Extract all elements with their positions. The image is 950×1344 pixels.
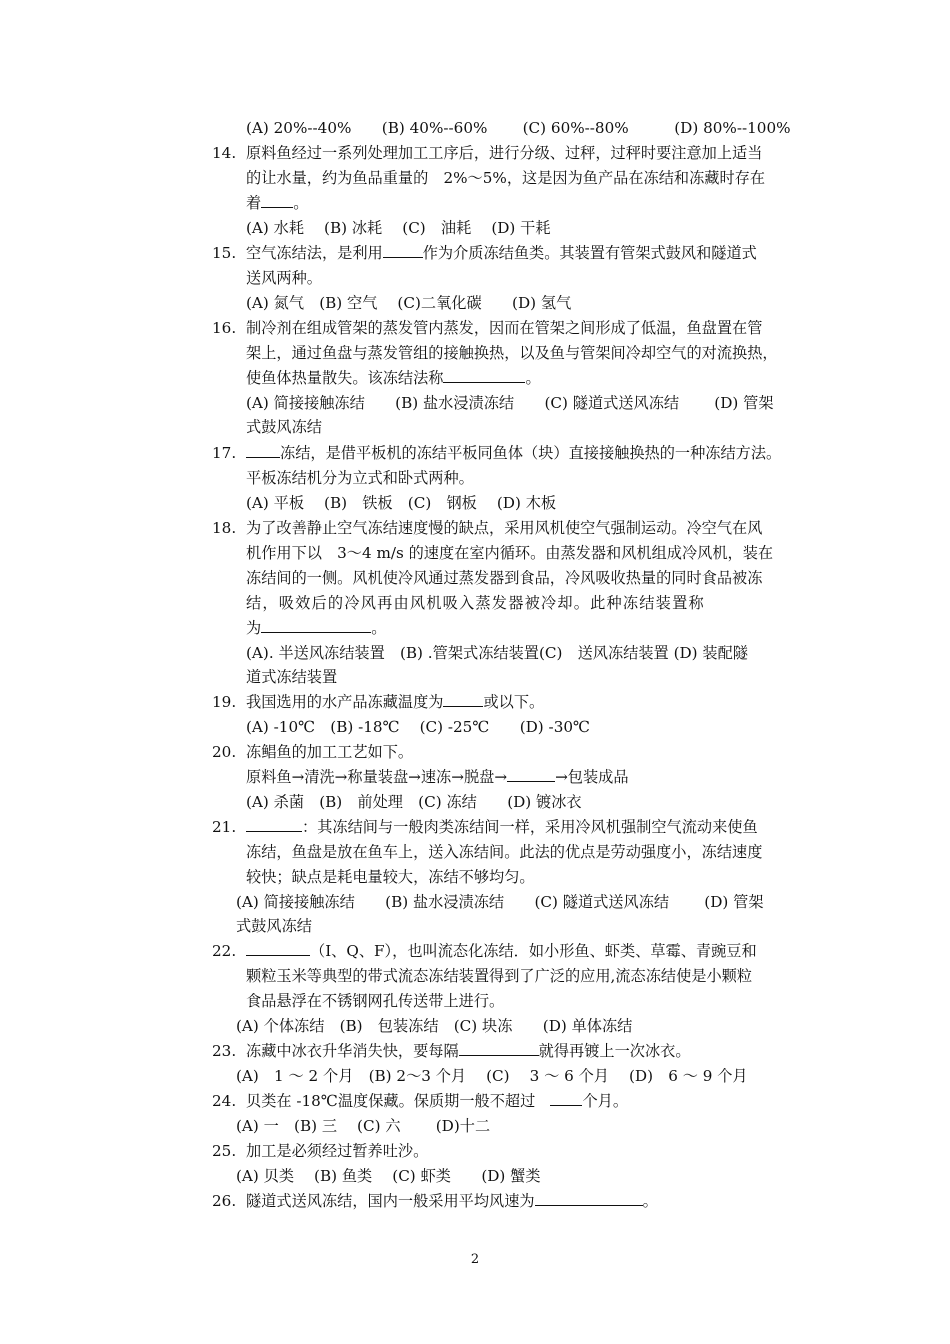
- answer-blank: [246, 443, 280, 458]
- q15-number: 15.: [212, 244, 237, 262]
- q20-line2-rest: →包装成品: [555, 768, 629, 786]
- q21-line3: 较快；缺点是耗电量较大，冻结不够均匀。: [246, 868, 535, 886]
- q14-line2: 的让水量，约为鱼品重量的 2%～5%，这是因为鱼产品在冻结和冻藏时存在: [246, 169, 766, 187]
- q25-number: 25.: [212, 1142, 237, 1160]
- answer-blank: [459, 1041, 539, 1056]
- q18-options-line1: (A). 半送风冻结装置 (B) .管架式冻结装置(C) 送风冻结装置 (D) 装配隧: [246, 644, 748, 662]
- answer-blank: [443, 692, 483, 707]
- answer-blank: [383, 243, 423, 258]
- q16-line1: 制冷剂在组成管架的蒸发管内蒸发，因而在管架之间形成了低温，鱼盘置在管: [246, 319, 763, 337]
- q17-line2: 平板冻结机分为立式和卧式两种。: [246, 469, 474, 487]
- q21-line1-rest: ：其冻结间与一般肉类冻结间一样，采用冷风机强制空气流动来使鱼: [302, 818, 758, 836]
- q18-options-line2: 道式冻结装置: [246, 668, 338, 686]
- q16-number: 16.: [212, 319, 237, 337]
- q23-line1: [246, 1040, 691, 1062]
- q18-line5-text: 为: [246, 619, 262, 637]
- answer-blank: [261, 618, 371, 633]
- q23-line1-rest: 就得再镀上一次冰衣。: [538, 1042, 691, 1060]
- q19-number: 19.: [212, 693, 237, 711]
- q20-line2-text: 原料鱼→清洗→称量装盘→速冻→脱盘→: [246, 768, 508, 786]
- q23-options: (A) 1 ～ 2 个月 (B) 2～3 个月 (C) 3 ～ 6 个月 (D) 6 ～ 9 个月: [236, 1067, 748, 1085]
- q22-line1-rest: （I、Q、F），也叫流态化冻结．如小形鱼、虾类、草霉、青豌豆和: [310, 942, 757, 960]
- q18-line5: [246, 617, 386, 639]
- q22-options: (A) 个体冻结 (B) 包装冻结 (C) 块冻 (D) 单体冻结: [236, 1017, 633, 1035]
- q14-line3-end: 。: [293, 194, 309, 212]
- q18-line3: 冻结间的一侧。风机使冷风通过蒸发器到食品，冷风吸收热量的同时食品被冻: [246, 569, 763, 587]
- q24-options: (A) 一 (B) 三 (C) 六 (D)十二: [236, 1117, 491, 1135]
- q16-options-line1: (A) 简接接触冻结 (B) 盐水浸渍冻结 (C) 隧道式送风冻结 (D) 管架: [246, 394, 774, 412]
- q21-line1: [246, 816, 758, 838]
- q15-line1-rest: 作为介质冻结鱼类。其装置有管架式鼓风和隧道式: [422, 244, 757, 262]
- q24-line1: [246, 1090, 628, 1112]
- q20-number: 20.: [212, 743, 237, 761]
- q21-line2: 冻结，鱼盘是放在鱼车上，送入冻结间。此法的优点是劳动强度小，冻结速度: [246, 843, 763, 861]
- answer-blank: [246, 817, 302, 832]
- q19-line1-text: 我国选用的水产品冻藏温度为: [246, 693, 444, 711]
- q23-number: 23.: [212, 1042, 237, 1060]
- q16-line3-text: 使鱼体热量散失。该冻结法称: [246, 369, 444, 387]
- q26-number: 26.: [212, 1192, 237, 1210]
- q16-line3-end: 。: [525, 369, 541, 387]
- answer-blank: [550, 1091, 582, 1106]
- q22-line3: 食品悬浮在不锈钢网孔传送带上进行。: [246, 992, 505, 1010]
- answer-blank: [507, 767, 555, 782]
- q16-options-line2: 式鼓风冻结: [246, 418, 322, 436]
- q14-number: 14.: [212, 144, 237, 162]
- q25-options: (A) 贝类 (B) 鱼类 (C) 虾类 (D) 蟹类: [236, 1167, 541, 1185]
- q18-line2: 机作用下以 3～4 m/s 的速度在室内循环。由蒸发器和风机组成冷风机，装在: [246, 544, 774, 562]
- q16-line2: 架上，通过鱼盘与蒸发管组的接触换热，以及鱼与管架间冷却空气的对流换热，: [246, 344, 778, 362]
- q16-line3: [246, 367, 541, 389]
- answer-blank: [443, 368, 525, 383]
- q21-options-line1: (A) 简接接触冻结 (B) 盐水浸渍冻结 (C) 隧道式送风冻结 (D) 管架: [236, 893, 764, 911]
- q15-options: (A) 氮气 (B) 空气 (C)二氧化碳 (D) 氢气: [246, 294, 572, 312]
- answer-blank: [535, 1191, 643, 1206]
- q22-line1: [246, 940, 757, 962]
- q17-line1: [246, 442, 781, 464]
- q22-number: 22.: [212, 942, 237, 960]
- q24-line1-rest: 个月。: [582, 1092, 629, 1110]
- q25-line1: 加工是必须经过暂养吐沙。: [246, 1142, 429, 1160]
- q14-line3: [246, 192, 308, 214]
- q21-number: 21.: [212, 818, 237, 836]
- q20-line2: [246, 766, 629, 788]
- q22-line2: 颗粒玉米等典型的带式流态冻结装置得到了广泛的应用,流态冻结使是小颗粒: [246, 967, 753, 985]
- q21-options-line2: 式鼓风冻结: [236, 917, 312, 935]
- q24-line1-text: 贝类在 -18℃温度保藏。保质期一般不超过: [246, 1092, 551, 1110]
- q15-line2: 送风两种。: [246, 269, 322, 287]
- q18-line4: 结，吸效后的冷风再由风机吸入蒸发器被冷却。此种冻结装置称: [246, 594, 705, 612]
- q26-line1-text: 隧道式送风冻结，国内一般采用平均风速为: [246, 1192, 535, 1210]
- q26-line1-end: 。: [642, 1192, 658, 1210]
- q19-options: (A) -10℃ (B) -18℃ (C) -25℃ (D) -30℃: [246, 718, 591, 736]
- q19-line1-rest: 或以下。: [483, 693, 545, 711]
- q14-line3-text: 着: [246, 194, 262, 212]
- q19-line1: [246, 691, 544, 713]
- q17-number: 17.: [212, 444, 237, 462]
- q13-options: (A) 20%--40% (B) 40%--60% (C) 60%--80% (D) 80%--100%: [246, 119, 791, 137]
- q18-line5-end: 。: [371, 619, 387, 637]
- q17-options: (A) 平板 (B) 铁板 (C) 钢板 (D) 木板: [246, 494, 557, 512]
- answer-blank: [261, 193, 293, 208]
- page-number: 2: [470, 1252, 480, 1267]
- q18-number: 18.: [212, 519, 237, 537]
- answer-blank: [246, 941, 310, 956]
- q14-line1: 原料鱼经过一系列处理加工工序后，进行分级、过秤，过秤时要注意加上适当: [246, 144, 763, 162]
- q15-line1: [246, 242, 757, 264]
- q14-options: (A) 水耗 (B) 冰耗 (C) 油耗 (D) 干耗: [246, 219, 551, 237]
- q23-line1-text: 冻藏中冰衣升华消失快，要每隔: [246, 1042, 459, 1060]
- q20-line1: 冻鲳鱼的加工工艺如下。: [246, 743, 414, 761]
- q26-line1: [246, 1190, 658, 1212]
- q20-options: (A) 杀菌 (B) 前处理 (C) 冻结 (D) 镀冰衣: [246, 793, 582, 811]
- q17-line1-rest: 冻结，是借平板机的冻结平板同鱼体（块）直接接触换热的一种冻结方法。: [280, 444, 782, 462]
- q18-line1: 为了改善静止空气冻结速度慢的缺点，采用风机使空气强制运动。冷空气在风: [246, 519, 763, 537]
- q24-number: 24.: [212, 1092, 237, 1110]
- q15-line1-text: 空气冻结法，是利用: [246, 244, 383, 262]
